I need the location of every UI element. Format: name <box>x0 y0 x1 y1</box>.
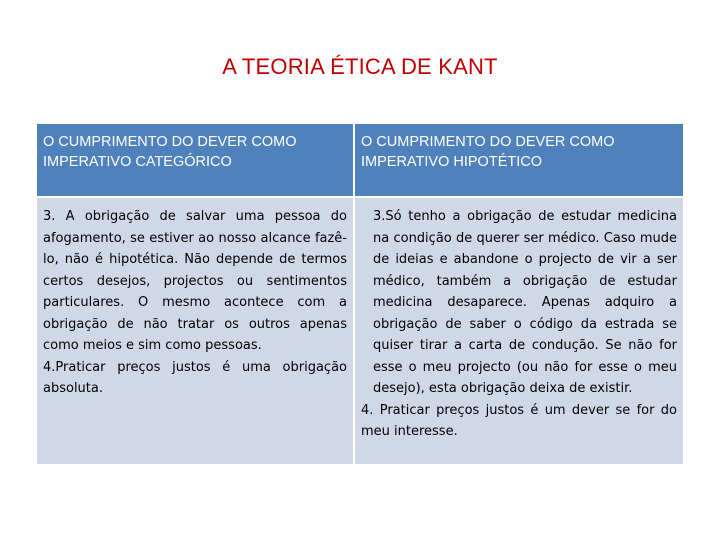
cell-hypothetical <box>355 198 683 464</box>
hypothetical-paragraph-1: 3.Só tenho a obrigação de estudar medicina na condição de querer ser médico. Caso mude de ideias e abandone o projecto de vir a ser médico, também a obrigação de estudar medicina desaparece. Apenas adquiro a obrigação de saber o código da estrada se quiser tirar a carta de condução. Se não for esse o meu projecto (ou não for esse o meu desejo), esta obrigação deixa de existir. <box>373 209 677 396</box>
comparison-table <box>37 124 683 464</box>
cell-categorical <box>37 198 353 464</box>
header-categorical: O CUMPRIMENTO DO DEVER COMO IMPERATIVO CATEGÓRICO <box>37 124 353 196</box>
hypothetical-paragraph-2: 4. Praticar preços justos é um dever se for do meu interesse. <box>361 402 677 439</box>
header-hypothetical: O CUMPRIMENTO DO DEVER COMO IMPERATIVO HIPOTÉTICO <box>355 124 683 196</box>
slide-title: A TEORIA ÉTICA DE KANT <box>222 54 498 79</box>
categorical-paragraph-1: 3. A obrigação de salvar uma pessoa do afogamento, se estiver ao nosso alcance fazê-lo, não é hipotética. Não depende de termos certos desejos, projectos ou sentimentos particulares. O mesmo acontece com a obrigação de não tratar os outros apenas como meios e sim como pessoas. <box>43 209 347 353</box>
categorical-paragraph-2: 4.Praticar preços justos é uma obrigação absoluta. <box>43 359 347 396</box>
